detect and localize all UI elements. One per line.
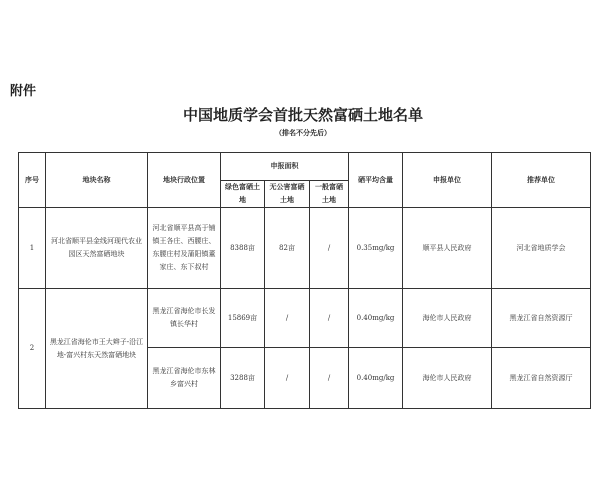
cell-location: 黑龙江省海伦市长发镇长华村 xyxy=(148,289,221,348)
cell-no: 1 xyxy=(19,208,46,289)
header-location: 地块行政位置 xyxy=(148,153,221,208)
cell-recommender: 河北省地质学会 xyxy=(492,208,591,289)
cell-location: 黑龙江省海伦市东林乡富兴村 xyxy=(148,348,221,409)
cell-name: 河北省顺平县金线河现代农业园区天然富硒地块 xyxy=(46,208,148,289)
header-nonpollution: 无公害富硒土地 xyxy=(265,181,310,208)
cell-location: 河北省顺平县高于铺镇王各庄、西腰庄、东腰庄村及蒲阳镇董家庄、东下叔村 xyxy=(148,208,221,289)
selenium-land-table xyxy=(18,152,591,409)
cell-se: 0.35mg/kg xyxy=(349,208,403,289)
cell-recommender: 黑龙江省自然资源厅 xyxy=(492,348,591,409)
attachment-label: 附件 xyxy=(10,84,37,99)
cell-general: / xyxy=(310,208,349,289)
cell-applicant: 海伦市人民政府 xyxy=(403,348,492,409)
cell-applicant: 海伦市人民政府 xyxy=(403,289,492,348)
table-row xyxy=(19,289,591,348)
cell-no: 2 xyxy=(19,289,46,409)
cell-name: 黑龙江省海伦市王大辫子-沿江地-富兴村东天然富硒地块 xyxy=(46,289,148,409)
cell-applicant: 顺平县人民政府 xyxy=(403,208,492,289)
header-general: 一般富硒土地 xyxy=(310,181,349,208)
header-green: 绿色富硒土地 xyxy=(221,181,265,208)
cell-green: 15869亩 xyxy=(221,289,265,348)
header-recommender: 推荐单位 xyxy=(492,153,591,208)
cell-nonpollution: 82亩 xyxy=(265,208,310,289)
cell-green: 3288亩 xyxy=(221,348,265,409)
header-area: 申报面积 xyxy=(221,153,349,181)
cell-nonpollution: / xyxy=(265,289,310,348)
header-no: 序号 xyxy=(19,153,46,208)
cell-general: / xyxy=(310,289,349,348)
document-subtitle: （排名不分先后） xyxy=(275,128,331,137)
cell-se: 0.40mg/kg xyxy=(349,289,403,348)
table-row xyxy=(19,208,591,289)
header-name: 地块名称 xyxy=(46,153,148,208)
cell-recommender: 黑龙江省自然资源厅 xyxy=(492,289,591,348)
document-title: 中国地质学会首批天然富硒土地名单 xyxy=(182,106,423,124)
header-se: 硒平均含量 xyxy=(349,153,403,208)
header-applicant: 申报单位 xyxy=(403,153,492,208)
cell-nonpollution: / xyxy=(265,348,310,409)
cell-general: / xyxy=(310,348,349,409)
cell-se: 0.40mg/kg xyxy=(349,348,403,409)
cell-green: 8388亩 xyxy=(221,208,265,289)
